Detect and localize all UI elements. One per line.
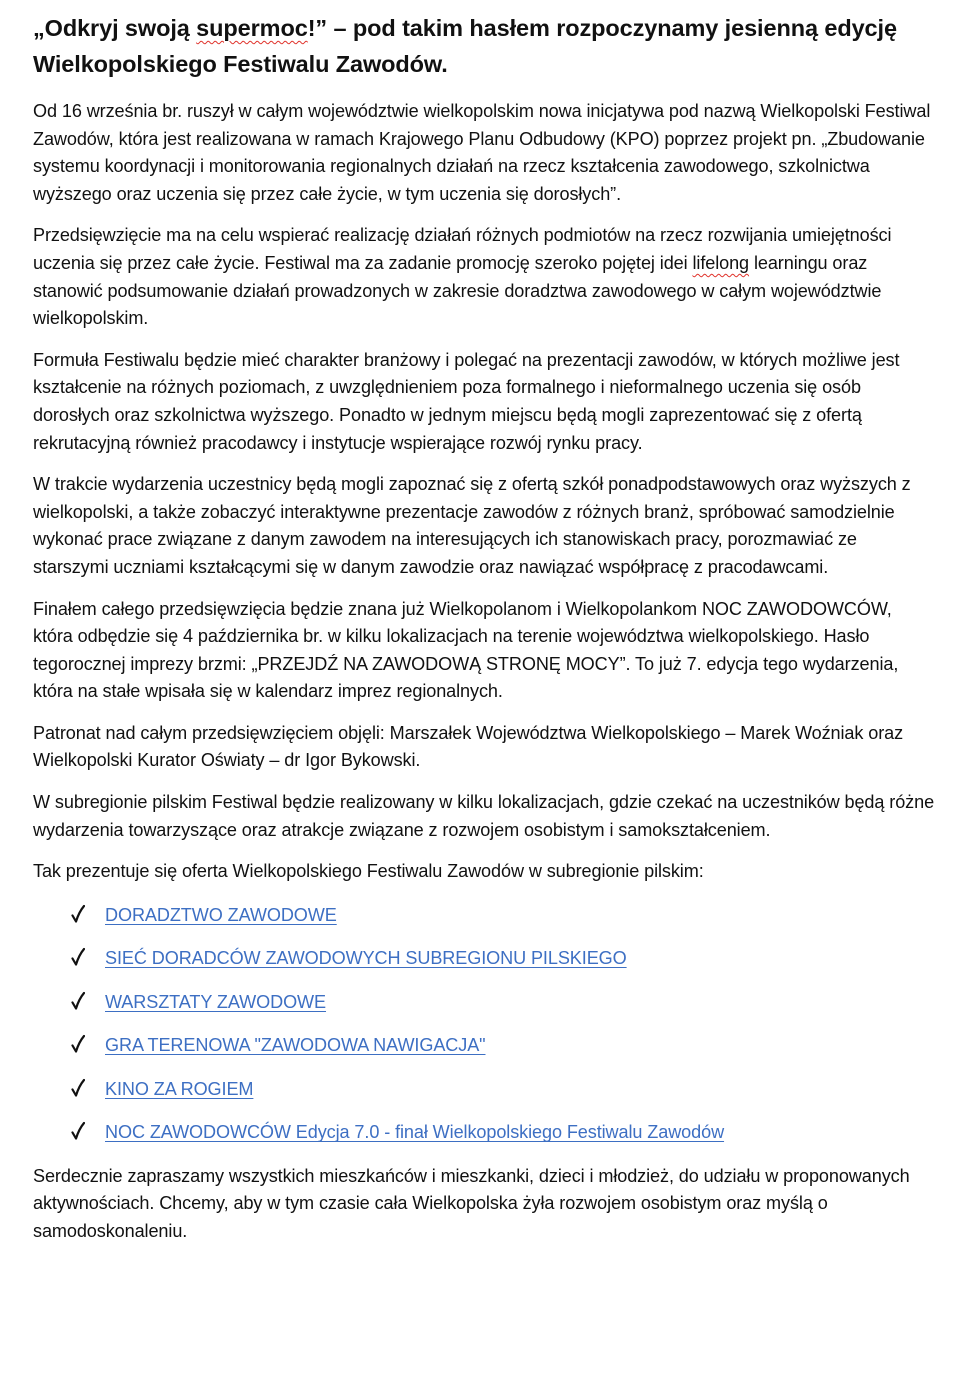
link-noc-zawodowcow[interactable]: NOC ZAWODOWCÓW Edycja 7.0 - finał Wielkopolskiego Festiwalu Zawodów [105,1122,725,1143]
list-item [71,1076,936,1120]
checkmark-icon [71,991,89,1013]
paragraph-subregion: W subregionie pilskim Festiwal będzie realizowany w kilku lokalizacjach, gdzie czekać na uczestników będą różne wydarzenia towarzyszące oraz atrakcje związane z rozwojem osobistym i samokształceniem. [33,792,935,840]
paragraph-offer-intro: Tak prezentuje się oferta Wielkopolskiego Festiwalu Zawodów w subregionie pilskim: [33,861,704,882]
list-item [71,1119,936,1163]
checkmark-icon [71,904,89,926]
paragraph-patronage: Patronat nad całym przedsięwzięciem objęli: Marszałek Województwa Wielkopolskiego – Marek Woźniak oraz Wielkopolski Kurator Oświaty – dr Igor Bykowski. [33,722,904,771]
paragraph-goal [33,222,936,332]
list-item [71,902,936,946]
paragraph-goal-misspelled-word: lifelong [692,252,750,273]
title-part-2: !” – pod takim hasłem rozpoczynamy jesienną edycję Wielkopolskiego Festiwalu Zawodów. [33,15,897,77]
document-title [33,10,936,82]
offer-link-list [33,902,936,1163]
checkmark-icon [71,1121,89,1143]
paragraph-participants: W trakcie wydarzenia uczestnicy będą mogli zapoznać się z ofertą szkół ponadpodstawowych oraz wyższych z wielkopolski, a także zobaczyć interaktywne prezentacje zawodów z różnych branż, spróbować samodzielnie wykonać prace związane z danym zawodem na interesujących ich stanowiskach pracy, porozmawiać ze starszymi uczniami kształcącymi się w danym zawodzie oraz nawiązać współpracę z pracodawcami. [33,474,911,577]
list-item [71,1032,936,1076]
paragraph-intro: Od 16 września br. ruszył w całym województwie wielkopolskim nowa inicjatywa pod nazwą Wielkopolski Festiwal Zawodów, która jest realizowana w ramach Krajowego Planu Odbudowy (KPO) poprzez projekt pn. „Zbudowanie systemu koordynacji i monitorowania regionalnych działań na rzecz kształcenia zawodowego, szkolnictwa wyższego oraz uczenia się przez całe życie, w tym uczenia się dorosłych”. [33,101,931,204]
checkmark-icon [71,947,89,969]
link-kino-za-rogiem[interactable]: KINO ZA ROGIEM [105,1078,254,1099]
title-misspelled-word: supermoc [196,15,308,41]
link-doradztwo-zawodowe[interactable]: DORADZTWO ZAWODOWE [105,904,337,925]
list-item [71,989,936,1033]
link-siec-doradcow[interactable]: SIEĆ DORADCÓW ZAWODOWYCH SUBREGIONU PILSKIEGO [105,948,627,969]
link-gra-terenowa[interactable]: GRA TERENOWA "ZAWODOWA NAWIGACJA" [105,1035,486,1056]
checkmark-icon [71,1034,89,1056]
checkmark-icon [71,1078,89,1100]
list-item [71,945,936,989]
link-warsztaty-zawodowe[interactable]: WARSZTATY ZAWODOWE [105,991,327,1012]
paragraph-invitation: Serdecznie zapraszamy wszystkich mieszkańców i mieszkanki, dzieci i młodzież, do udziału w proponowanych aktywnościach. Chcemy, aby w tym czasie cała Wielkopolska żyła rozwojem osobistym oraz myślą o samodoskonaleniu. [33,1165,910,1242]
paragraph-goal-text-1: Przedsięwzięcie ma na celu wspierać realizację działań różnych podmiotów na rzecz rozwijania umiejętności uczenia się przez całe życie. Festiwal ma za zadanie promocję szeroko pojętej idei [33,225,892,273]
title-part-1: „Odkryj swoją [33,15,197,41]
paragraph-formula: Formuła Festiwalu będzie mieć charakter branżowy i polegać na prezentacji zawodów, w których możliwe jest kształcenie na różnych poziomach, z uwzględnieniem poza formalnego i nieformalnego uczenia się osób dorosłych oraz szkolnictwa wyższego. Ponadto w jednym miejscu będą mogli zaprezentować się z ofertą rekrutacyjną również pracodawcy i instytucje wspierające rozwój rynku pracy. [33,349,900,453]
paragraph-goal-text-2: learningu oraz stanowić podsumowanie działań prowadzonych w zakresie doradztwa zawodowego w całym województwie wielkopolskim. [33,252,882,329]
paragraph-finale: Finałem całego przedsięwzięcia będzie znana już Wielkopolanom i Wielkopolankom NOC ZAWODOWCÓW, która odbędzie się 4 października br. w kilku lokalizacjach na terenie województwa wielkopolskiego. Hasło tegorocznej imprezy brzmi: „PRZEJDŹ NA ZAWODOWĄ STRONĘ MOCY”. To już 7. edycja tego wydarzenia, która na stałe wpisała się w kalendarz imprez regionalnych. [33,598,899,702]
